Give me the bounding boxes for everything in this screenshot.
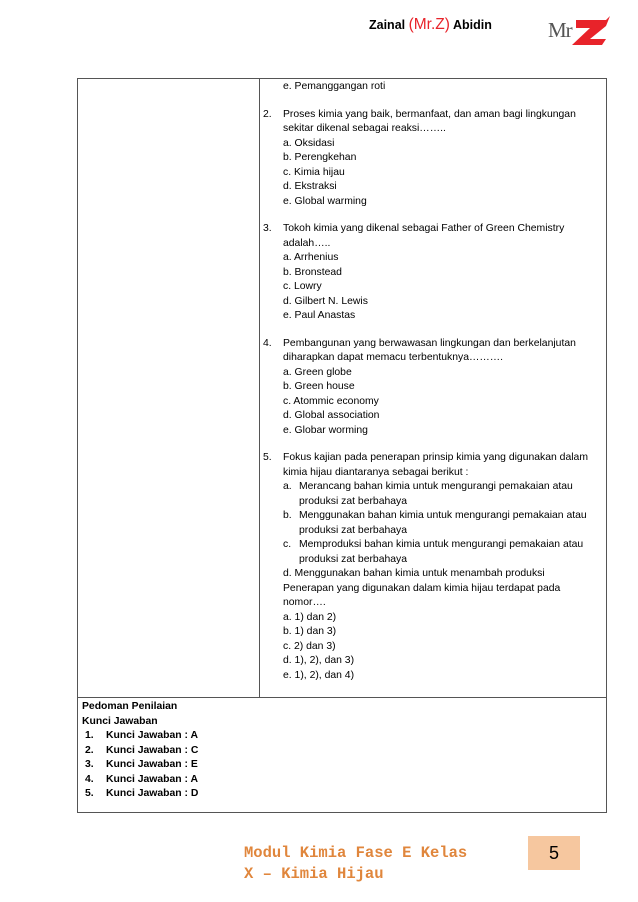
statement-label: b. [283,510,292,521]
table-row-divider [77,697,607,698]
statement-text: Memproduksi bahan kimia untuk mengurangi pemakaian atau produksi zat berbahaya [299,539,584,565]
option: a. Arrhenius [283,252,339,263]
svg-text:Mr: Mr [548,18,572,42]
question-prompt: Penerapan yang digunakan dalam kimia hijau terdapat pada nomor…. [283,582,561,608]
option: d. Global association [283,410,380,421]
question-text: Tokoh kimia yang dikenal sebagai Father of Green Chemistry adalah….. [283,223,565,249]
author-first-name: Zainal [369,18,406,32]
table-column-divider [259,78,260,698]
option: a. 1) dan 2) [283,611,337,623]
rubric-title: Pedoman Penilaian [82,701,178,712]
question-3 [263,222,603,324]
answer-key-text: Kunci Jawaban : A [106,730,198,741]
option: b. Green house [283,381,355,392]
option: b. Bronstead [283,266,342,278]
logo-text: MrZ [546,12,548,13]
option: e. Paul Anastas [283,310,356,321]
author-header [369,16,492,34]
question-number: 5. [263,452,272,463]
option: d. Ekstraksi [283,181,337,192]
option: c. Lowry [283,281,322,292]
statement-text: Merancang bahan kimia untuk mengurangi pemakaian atau produksi zat berbahaya [299,481,573,507]
answer-key-text: Kunci Jawaban : E [106,759,198,770]
question-2 [263,108,603,210]
footer-line-1: Modul Kimia Fase E Kelas [244,844,468,862]
option: d. Gilbert N. Lewis [283,295,368,307]
option: e. Global warming [283,195,367,207]
answer-key-item [82,773,198,788]
option: c. 2) dan 3) [283,640,336,652]
question-5 [263,451,603,683]
answer-key-item [82,729,198,744]
answer-key-item [82,744,198,759]
option: a. Green globe [283,366,352,378]
answer-key-item [82,787,198,802]
question-number: 4. [263,337,272,349]
question-text: Fokus kajian pada penerapan prinsip kimia yang digunakan dalam kimia hijau diantaranya sebagai berikut : [283,452,588,478]
option: d. 1), 2), dan 3) [283,655,355,666]
answer-key-text: Kunci Jawaban : A [106,773,198,785]
statement [283,480,603,509]
statement [283,538,603,567]
question-text: Proses kimia yang baik, bermanfaat, dan aman bagi lingkungan sekitar dikenal sebagai reaksi…….. [283,108,576,134]
question-list [263,80,603,683]
answer-key-item [82,758,198,773]
footer-line-2: X – Kimia Hijau [244,865,384,883]
option: e. 1), 2), dan 4) [283,669,355,681]
question-text: Pembangunan yang berwawasan lingkungan dan berkelanjutan diharapkan dapat memacu terbentuknya………. [283,337,576,363]
mrz-logo [546,12,612,48]
statement-label: a. [283,481,292,492]
option: c. Atommic economy [283,395,379,407]
option: e. Globar worming [283,424,368,436]
answer-key-text: Kunci Jawaban : D [106,788,199,799]
question-4 [263,337,603,439]
answer-key-number: 4. [85,773,94,785]
answer-key-text: Kunci Jawaban : C [106,744,199,756]
author-nickname: (Mr.Z) [408,16,450,33]
statement-label: c. [283,539,292,550]
statement-d: d. Menggunakan bahan kimia untuk menambah produksi [283,568,545,579]
option: a. Oksidasi [283,137,335,149]
option: b. Perengkehan [283,152,357,163]
option: c. Kimia hijau [283,166,345,178]
statement-text: Menggunakan bahan kimia untuk mengurangi pemakaian atau produksi zat berbahaya [299,510,587,536]
rubric-subtitle: Kunci Jawaban [82,715,158,727]
statement [283,509,603,538]
answer-key-number: 2. [85,744,94,756]
question-number: 2. [263,108,272,120]
answer-key-number: 1. [85,730,94,741]
option: b. 1) dan 3) [283,626,337,637]
question-number: 3. [263,223,272,234]
answer-key-number: 3. [85,759,94,770]
answer-key-section [82,700,198,802]
module-footer [244,843,467,885]
page-number: 5 [528,836,580,870]
answer-key-number: 5. [85,788,94,799]
author-last-name: Abidin [452,18,492,32]
q1-option-e: e. Pemanggangan roti [283,81,386,92]
